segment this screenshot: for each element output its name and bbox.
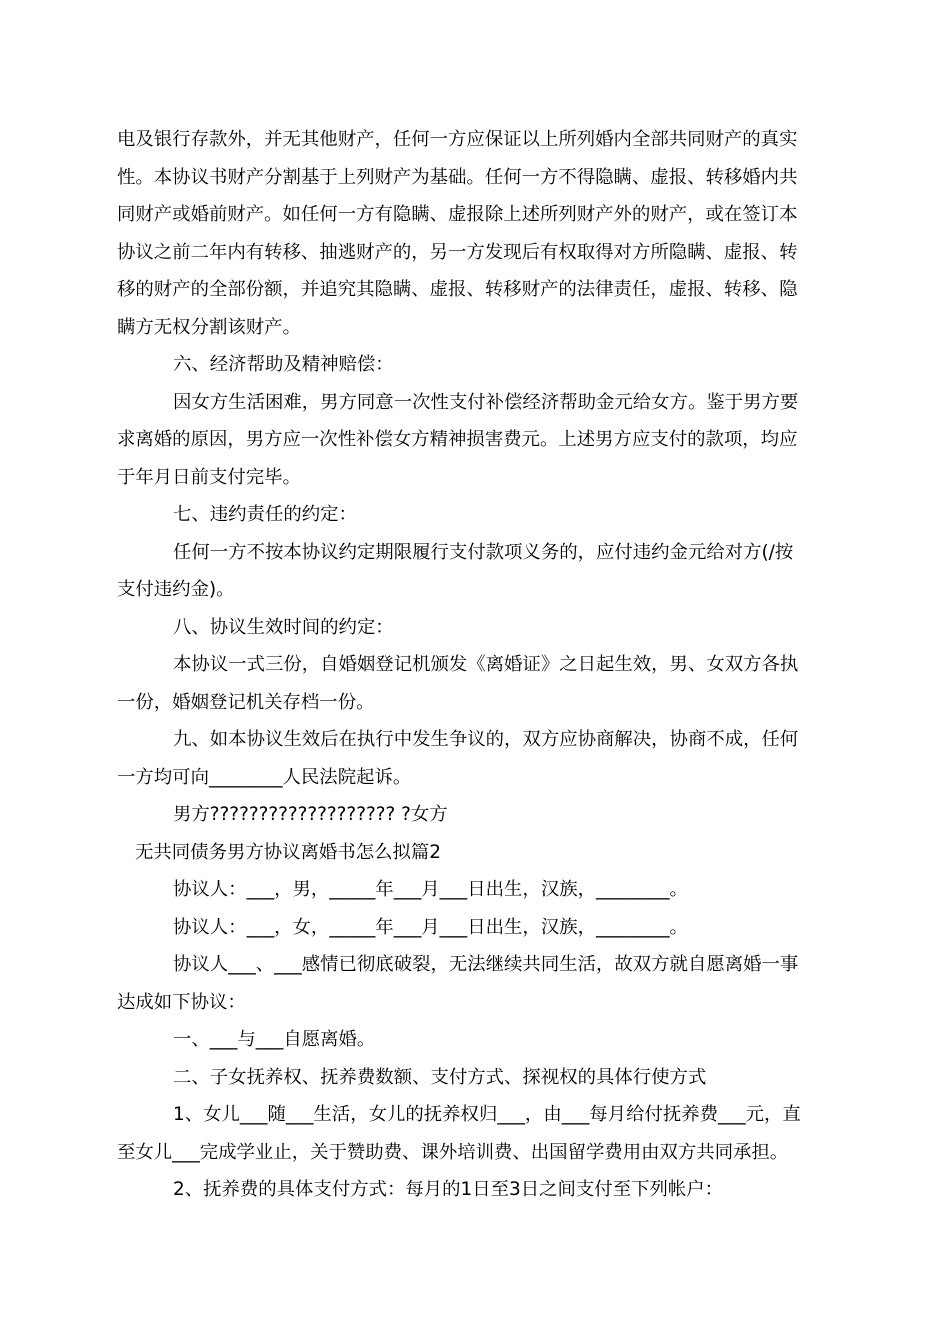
section-heading: 一、___与___自愿离婚。 <box>173 1029 376 1050</box>
text-line: 求离婚的原因，男方应一次性补偿女方精神损害费元。上述男方应支付的款项，均应 <box>117 429 798 450</box>
party-line: 协议人：___，女，_____年___月___日出生，汉族，________。 <box>173 917 688 938</box>
text-line: 1、女儿___随___生活，女儿的抚养权归___，由___每月给付抚养费___元，直 <box>173 1104 801 1125</box>
text-line: 电及银行存款外，并无其他财产，任何一方应保证以上所列婚内全部共同财产的真实 <box>117 129 798 150</box>
text-line: 于年月日前支付完毕。 <box>117 467 301 488</box>
text-line: 因女方生活困难，男方同意一次性支付补偿经济帮助金元给女方。鉴于男方要 <box>173 392 799 413</box>
text-line: 性。本协议书财产分割基于上列财产为基础。任何一方不得隐瞒、虚报、转移婚内共 <box>117 167 798 188</box>
section-heading: 九、如本协议生效后在执行中发生争议的，双方应协商解决，协商不成，任何 <box>173 729 799 750</box>
text-line: 一份，婚姻登记机关存档一份。 <box>117 692 375 713</box>
article-title: 无共同债务男方协议离婚书怎么拟篇2 <box>135 842 441 863</box>
section-heading: 二、子女抚养权、抚养费数额、支付方式、探视权的具体行使方式 <box>173 1067 707 1088</box>
text-line: 本协议一式三份，自婚姻登记机颁发《离婚证》之日起生效，男、女双方各执 <box>173 654 799 675</box>
text-line: 同财产或婚前财产。如任何一方有隐瞒、虚报除上述所列财产外的财产，或在签订本 <box>117 204 798 225</box>
text-line: 至女儿___完成学业止，关于赞助费、课外培训费、出国留学费用由双方共同承担。 <box>117 1142 789 1163</box>
signature-line: 男方??????????????????? ?女方 <box>173 804 448 825</box>
text-line: 达成如下协议： <box>117 992 246 1013</box>
section-heading: 七、违约责任的约定： <box>173 504 357 525</box>
text-line: 瞒方无权分割该财产。 <box>117 317 301 338</box>
section-heading: 六、经济帮助及精神赔偿： <box>173 354 394 375</box>
text-line: 2、抚养费的具体支付方式：每月的1日至3日之间支付至下列帐户： <box>173 1179 724 1200</box>
text-line: 协议之前二年内有转移、抽逃财产的，另一方发现后有权取得对方所隐瞒、虚报、转 <box>117 242 798 263</box>
text-line: 协议人___、___感情已彻底破裂，无法继续共同生活，故双方就自愿离婚一事 <box>173 954 799 975</box>
text-line: 移的财产的全部份额，并追究其隐瞒、虚报、转移财产的法律责任，虚报、转移、隐 <box>117 279 798 300</box>
text-line: 一方均可向________人民法院起诉。 <box>117 767 412 788</box>
section-heading: 八、协议生效时间的约定： <box>173 617 394 638</box>
text-line: 支付违约金)。 <box>117 579 235 600</box>
text-line: 任何一方不按本协议约定期限履行支付款项义务的，应付违约金元给对方(/按 <box>173 542 794 563</box>
party-line: 协议人：___，男，_____年___月___日出生，汉族，________。 <box>173 879 688 900</box>
